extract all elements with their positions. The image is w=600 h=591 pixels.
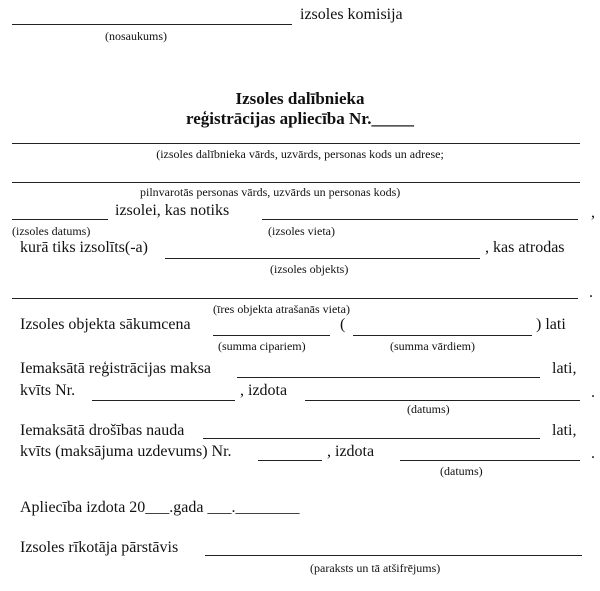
reg-fee-line[interactable]	[237, 377, 540, 378]
price-words-line[interactable]	[353, 335, 532, 336]
object-label: kurā tiks izsolīts(-a)	[20, 239, 148, 256]
reg-issued: , izdota	[240, 382, 288, 399]
title-line2: reģistrācijas apliecība Nr._____	[185, 109, 415, 128]
deposit-label: Iemaksātā drošības nauda	[20, 422, 185, 439]
price-label: Izsoles objekta sākumcena	[20, 316, 191, 333]
digits-caption: (summa cipariem)	[218, 339, 306, 353]
place-caption: (izsoles vieta)	[268, 224, 335, 238]
deposit-date-caption: (datums)	[440, 464, 483, 478]
location-caption: (īres objekta atrašanās vieta)	[213, 302, 350, 316]
participant-line[interactable]	[12, 143, 580, 144]
title-line1: Izsoles dalībnieka	[235, 89, 365, 108]
deposit-line[interactable]	[203, 438, 540, 439]
reg-date-line[interactable]	[305, 400, 580, 401]
participant-caption2: pilnvarotās personas vārds, uzvārds un personas kods)	[140, 185, 401, 199]
located-text: , kas atrodas	[485, 239, 565, 256]
reg-fee-currency: lati,	[552, 360, 577, 377]
price-digits-line[interactable]	[213, 335, 330, 336]
date-caption: (izsoles datums)	[12, 224, 91, 238]
open-paren: (	[340, 316, 346, 333]
auction-text: izsolei, kas notiks	[115, 202, 230, 219]
auction-date-line[interactable]	[12, 219, 108, 220]
reg-date-caption: (datums)	[407, 402, 450, 416]
reg-receipt-line[interactable]	[92, 400, 235, 401]
deposit-date-line[interactable]	[400, 460, 580, 461]
participant-caption1: (izsoles dalībnieka vārds, uzvārds, personas kods un adrese;	[156, 147, 444, 161]
price-close: ) lati	[536, 316, 566, 333]
deposit-receipt-line[interactable]	[258, 460, 322, 461]
comma: ,	[591, 204, 595, 221]
deposit-currency: lati,	[552, 422, 577, 439]
representative-label: Izsoles rīkotāja pārstāvis	[20, 539, 179, 556]
period: .	[589, 284, 593, 301]
committee-name-line[interactable]	[12, 24, 292, 25]
issued-line: Apliecība izdota 20___.gada ___.________	[20, 499, 300, 516]
deposit-issued: , izdota	[327, 443, 375, 460]
object-caption: (izsoles objekts)	[270, 262, 349, 276]
signature-line[interactable]	[205, 555, 582, 556]
deposit-receipt-label: kvīts (maksājuma uzdevums) Nr.	[20, 443, 232, 460]
location-line[interactable]	[12, 298, 578, 299]
representative-details-line[interactable]	[12, 182, 580, 183]
deposit-period: .	[591, 445, 595, 462]
auction-place-line[interactable]	[262, 219, 578, 220]
committee-caption: (nosaukums)	[105, 29, 167, 43]
committee-suffix: izsoles komisija	[300, 6, 403, 23]
signature-caption: (paraksts un tā atšifrējums)	[310, 561, 441, 575]
reg-period: .	[591, 384, 595, 401]
words-caption: (summa vārdiem)	[390, 339, 475, 353]
reg-fee-label: Iemaksātā reģistrācijas maksa	[20, 360, 212, 377]
reg-receipt-label: kvīts Nr.	[20, 382, 76, 399]
object-line[interactable]	[165, 258, 480, 259]
